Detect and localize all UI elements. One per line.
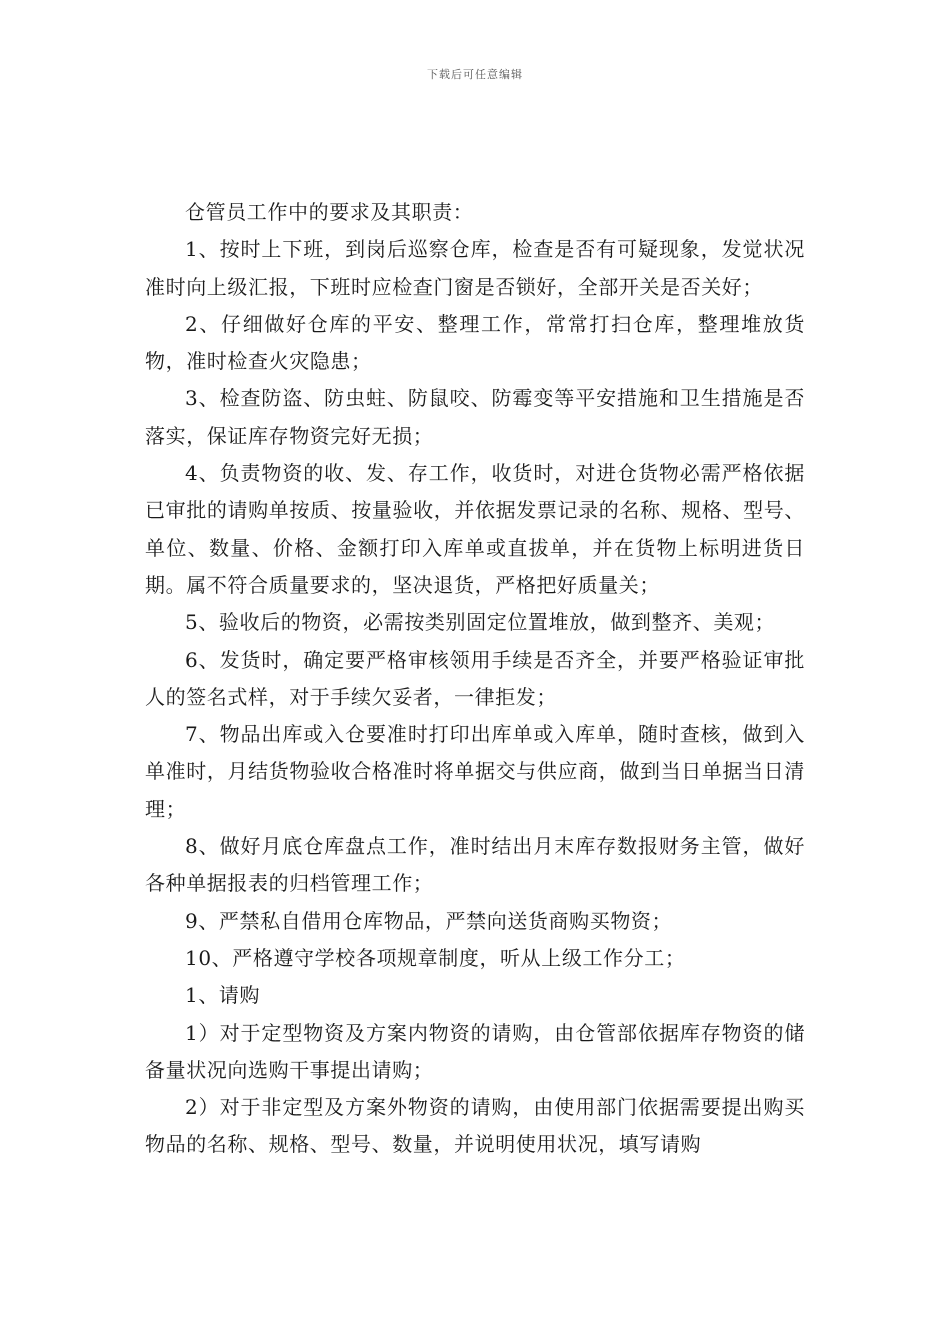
paragraph: 7、物品出库或入仓要准时打印出库单或入库单，随时查核，做到入单准时，月结货物验收合格准时将单据交与供应商，做到当日单据当日清理； — [145, 722, 805, 821]
paragraph: 4、负责物资的收、发、存工作，收货时，对进仓货物必需严格依据已审批的请购单按质、按量验收，并依据发票记录的名称、规格、型号、单位、数量、价格、金额打印入库单或直拔单，并在货物上标明进货日期。属不符合质量要求的，坚决退货，严格把好质量关； — [145, 461, 805, 597]
paragraph: 1、按时上下班，到岗后巡察仓库，检查是否有可疑现象，发觉状况准时向上级汇报，下班时应检查门窗是否锁好，全部开关是否关好； — [145, 237, 805, 299]
page-header: 下载后可任意编辑 — [427, 68, 523, 81]
paragraph: 6、发货时，确定要严格审核领用手续是否齐全，并要严格验证审批人的签名式样，对于手续欠妥者，一律拒发； — [145, 647, 805, 709]
section-title: 仓管员工作中的要求及其职责： — [185, 200, 474, 224]
paragraph: 3、检查防盗、防虫蛀、防鼠咬、防霉变等平安措施和卫生措施是否落实，保证库存物资完好无损； — [145, 386, 805, 448]
paragraph: 5、验收后的物资，必需按类别固定位置堆放，做到整齐、美观； — [185, 610, 776, 635]
paragraph: 2、仔细做好仓库的平安、整理工作，常常打扫仓库，整理堆放货物，准时检查火灾隐患； — [145, 311, 805, 374]
document-body — [145, 194, 805, 1164]
paragraph: 2）对于非定型及方案外物资的请购，由使用部门依据需要提出购买物品的名称、规格、型号、数量，并说明使用状况，填写请购 — [145, 1095, 805, 1157]
subsection-heading: 1、请购 — [185, 983, 261, 1008]
paragraph: 10、严格遵守学校各项规章制度，听从上级工作分工； — [185, 945, 686, 970]
paragraph: 1）对于定型物资及方案内物资的请购，由仓管部依据库存物资的储备量状况向选购干事提出请购； — [145, 1020, 805, 1082]
paragraph: 8、做好月底仓库盘点工作，准时结出月末库存数报财务主管，做好各种单据报表的归档管理工作； — [145, 834, 805, 896]
paragraph: 9、严禁私自借用仓库物品，严禁向送货商购买物资； — [185, 908, 673, 933]
